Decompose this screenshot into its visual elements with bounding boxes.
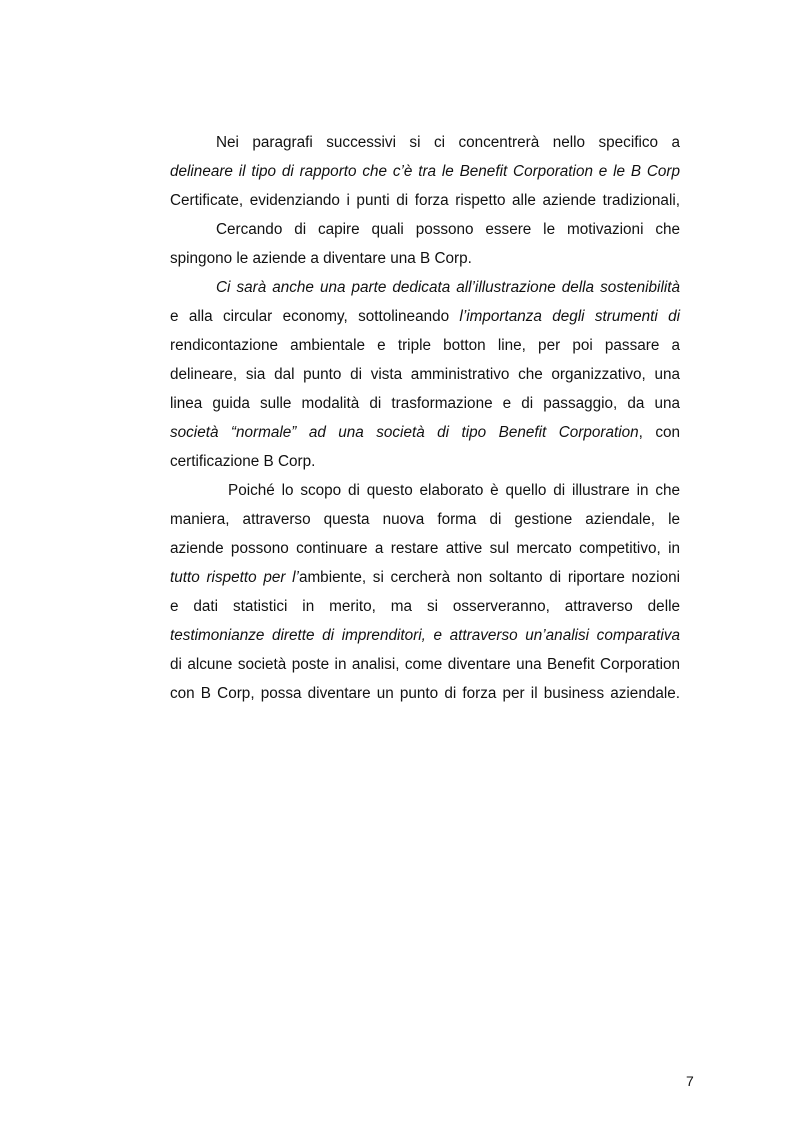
text-run: rendicontazione ambientale e triple botton line, per poi passare a bbox=[170, 337, 680, 354]
text-line bbox=[170, 476, 680, 505]
text-run: certificazione B Corp. bbox=[170, 453, 316, 470]
text-line bbox=[170, 621, 680, 650]
text-line bbox=[170, 679, 680, 708]
text-run: Nei paragrafi successivi si ci concentrerà nello specifico a bbox=[216, 134, 680, 151]
text-line bbox=[170, 447, 680, 476]
text-run: maniera, attraverso questa nuova forma di gestione aziendale, le bbox=[170, 511, 680, 528]
text-run: l’importanza degli strumenti di bbox=[459, 308, 680, 325]
text-line bbox=[170, 505, 680, 534]
text-run: Certificate, evidenziando i punti di forza rispetto alle aziende tradizionali, bbox=[170, 192, 680, 209]
text-line bbox=[170, 534, 680, 563]
text-run: di alcune società poste in analisi, come diventare una Benefit Corporation bbox=[170, 656, 680, 673]
text-run: spingono le aziende a diventare una B Corp. bbox=[170, 250, 472, 267]
text-line bbox=[170, 389, 680, 418]
text-run: e alla circular economy, sottolineando bbox=[170, 308, 460, 325]
text-line bbox=[170, 360, 680, 389]
text-line bbox=[170, 592, 680, 621]
text-run: e dati statistici in merito, ma si osserveranno, attraverso delle bbox=[170, 598, 680, 615]
body-text bbox=[170, 128, 680, 708]
text-run: aziende possono continuare a restare attive sul mercato competitivo, in bbox=[170, 540, 680, 557]
text-line bbox=[170, 273, 680, 302]
text-run: Cercando di capire quali possono essere le motivazioni che bbox=[216, 221, 680, 238]
text-line bbox=[170, 244, 680, 273]
text-run: linea guida sulle modalità di trasformazione e di passaggio, da una bbox=[170, 395, 680, 412]
text-line bbox=[170, 128, 680, 157]
text-run: testimonianze dirette di imprenditori, e attraverso un’analisi comparativa bbox=[170, 627, 680, 644]
text-run: , con bbox=[638, 424, 681, 441]
text-run: delineare il tipo di rapporto che c’è tra le Benefit Corporation e le B Corp bbox=[170, 163, 680, 180]
text-run: Poiché lo scopo di questo elaborato è quello di illustrare in che bbox=[228, 482, 680, 499]
page-number: 7 bbox=[686, 1073, 694, 1089]
text-line bbox=[170, 215, 680, 244]
text-line bbox=[170, 186, 680, 215]
text-run: ambiente, si cercherà non soltanto di riportare nozioni bbox=[298, 569, 680, 586]
text-line bbox=[170, 302, 680, 331]
text-run: tutto rispetto per l’ bbox=[170, 569, 299, 586]
text-line bbox=[170, 418, 680, 447]
text-line bbox=[170, 331, 680, 360]
text-line bbox=[170, 563, 680, 592]
text-run: con B Corp, possa diventare un punto di forza per il business aziendale. bbox=[170, 685, 680, 702]
text-run: Ci sarà anche una parte dedicata all’illustrazione della sostenibilità bbox=[216, 279, 680, 296]
text-line bbox=[170, 650, 680, 679]
text-run: delineare, sia dal punto di vista amministrativo che organizzativo, una bbox=[170, 366, 680, 383]
text-run: società “normale” ad una società di tipo Benefit Corporation bbox=[170, 424, 639, 441]
text-line bbox=[170, 157, 680, 186]
